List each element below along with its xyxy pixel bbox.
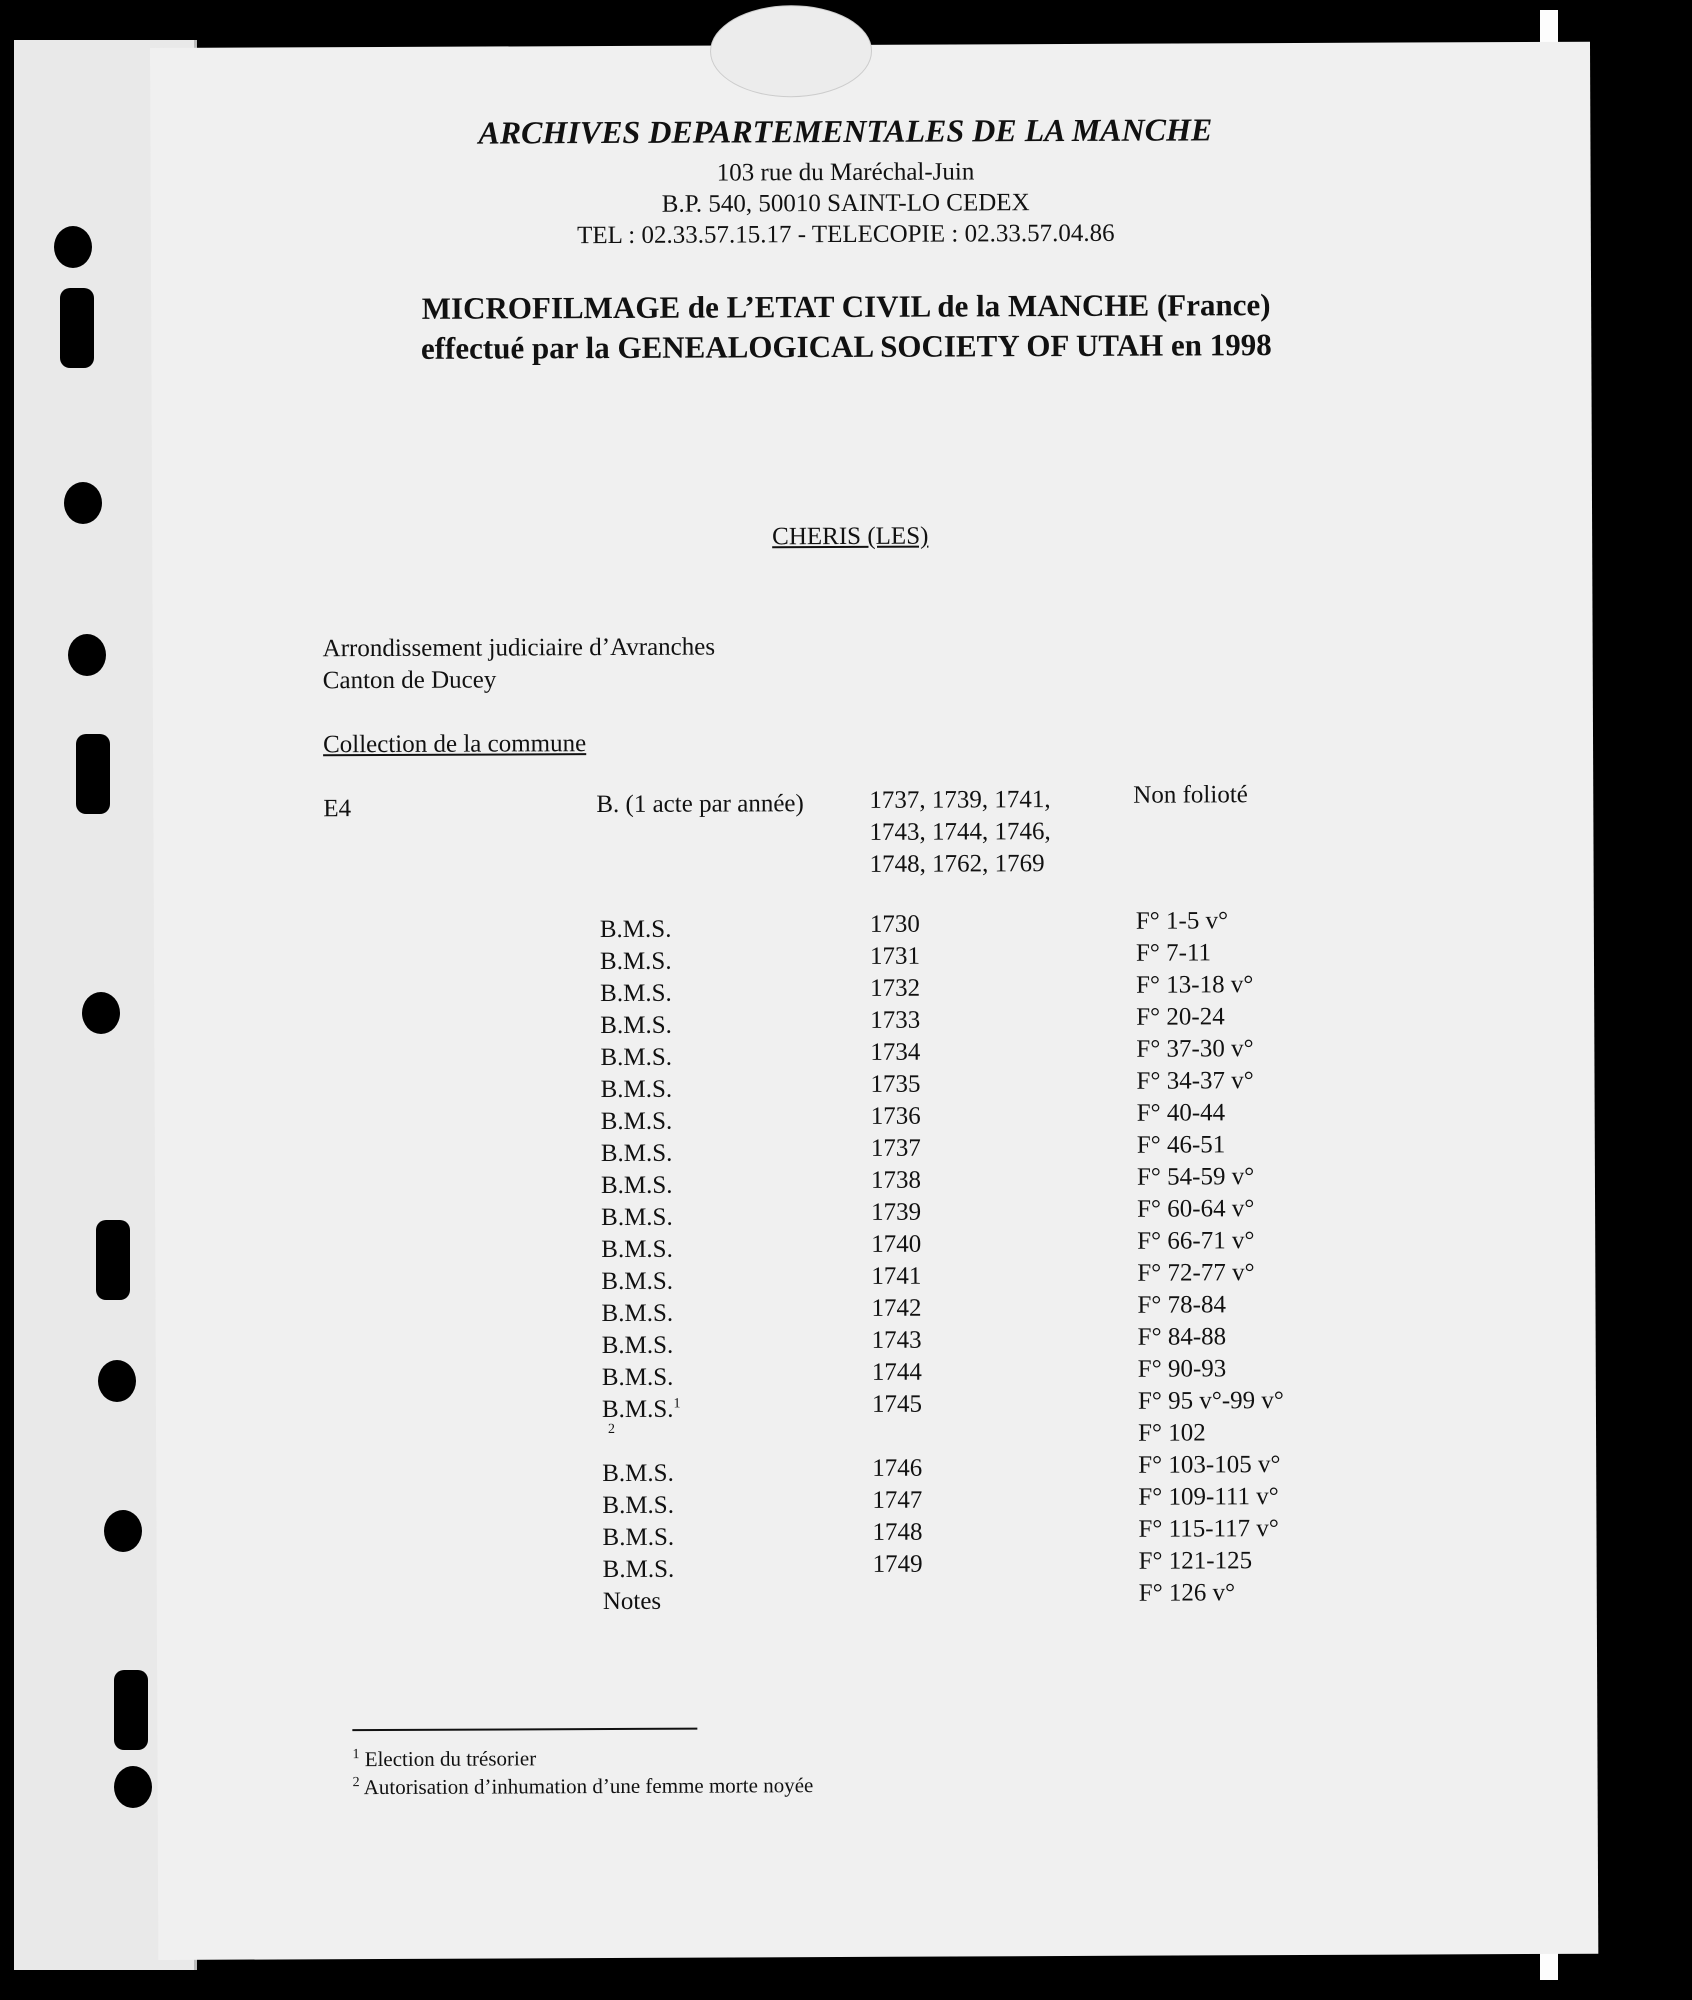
row-year: 1734	[870, 1038, 921, 1066]
punch-hole	[68, 634, 106, 676]
row-type: B.M.S.	[601, 1331, 674, 1360]
row-type: B.M.S.	[602, 1491, 674, 1520]
punch-slot	[60, 288, 94, 368]
punch-hole	[64, 482, 102, 524]
row-folio: F° 13-18 v°	[1136, 971, 1254, 999]
row-year: 1736	[870, 1102, 921, 1130]
row-folio: F° 78-84	[1137, 1291, 1227, 1319]
address-line-1: 103 rue du Maréchal-Juin	[716, 158, 975, 187]
archive-title: ARCHIVES DEPARTEMENTALES DE LA MANCHE	[478, 111, 1213, 151]
footnote-mark: 2	[352, 1775, 360, 1791]
row-year: 1741	[871, 1262, 922, 1290]
row-type: B.M.S.	[601, 1363, 674, 1392]
canton: Canton de Ducey	[322, 666, 497, 695]
row-type: B.M.S.	[600, 1043, 673, 1072]
row-folio: F° 66-71 v°	[1137, 1227, 1255, 1255]
row-folio: F° 40-44	[1136, 1099, 1226, 1127]
footnote-text: Election du trésorier	[364, 1746, 537, 1772]
punch-hole	[114, 1766, 152, 1808]
row-folio: F° 102	[1137, 1419, 1206, 1447]
heading-line-1: MICROFILMAGE de L’ETAT CIVIL de la MANCHE (France)	[421, 287, 1271, 326]
punch-slot	[114, 1670, 148, 1750]
footnote-1	[352, 1746, 536, 1772]
row-type: B.M.S.	[602, 1459, 674, 1488]
row-folio: F° 126 v°	[1138, 1579, 1236, 1607]
row-type: B.M.S.	[600, 1011, 672, 1040]
footnote-ref: 2	[607, 1421, 616, 1438]
row-year: 1732	[870, 974, 921, 1002]
row-type: B.M.S.	[600, 1139, 673, 1168]
contact-line: TEL : 02.33.57.15.17 - TELECOPIE : 02.33.57.04.86	[577, 219, 1115, 250]
row-type: B.M.S.	[601, 1267, 674, 1296]
row-type: B.M.S.	[600, 1171, 673, 1200]
arrondissement: Arrondissement judiciaire d’Avranches	[322, 633, 716, 663]
row-year: 1749	[872, 1550, 923, 1578]
row-folio: F° 46-51	[1136, 1131, 1226, 1159]
row-type-text: B.M.S.	[601, 1395, 674, 1424]
footnote-mark: 1	[352, 1747, 360, 1763]
punch-slot	[76, 734, 110, 814]
row-folio: F° 54-59 v°	[1136, 1163, 1255, 1191]
row-year: 1743	[871, 1326, 922, 1354]
entry-years-3: 1748, 1762, 1769	[869, 850, 1045, 878]
sleeve-notch	[710, 5, 872, 98]
row-folio: F° 72-77 v°	[1137, 1259, 1255, 1287]
row-folio: F° 90-93	[1137, 1355, 1227, 1383]
row-type: B.M.S.	[600, 979, 672, 1008]
footnote-text: Autorisation d’inhumation d’une femme morte noyée	[363, 1773, 814, 1800]
row-year: 1730	[869, 910, 920, 938]
row-folio: F° 20-24	[1136, 1003, 1225, 1031]
entry-code: E4	[323, 795, 352, 823]
row-year: 1744	[871, 1358, 922, 1386]
row-year: 1735	[870, 1070, 921, 1098]
document-page	[150, 42, 1598, 1960]
row-year: 1742	[871, 1294, 922, 1322]
entry-years-1: 1737, 1739, 1741,	[869, 786, 1051, 814]
row-folio: F° 7-11	[1135, 939, 1212, 967]
row-year: 1733	[870, 1006, 921, 1034]
row-folio: F° 121-125	[1138, 1547, 1253, 1575]
entry-years-2: 1743, 1744, 1746,	[869, 818, 1051, 846]
row-folio: F° 115-117 v°	[1138, 1515, 1279, 1543]
row-year: 1739	[871, 1198, 922, 1226]
punch-hole	[98, 1360, 136, 1402]
row-type: B.M.S.	[602, 1555, 675, 1584]
punch-hole	[82, 992, 120, 1034]
row-folio: F° 95 v°-99 v°	[1137, 1387, 1284, 1415]
row-year: 1746	[872, 1454, 923, 1482]
punch-hole	[54, 226, 92, 268]
row-year: 1748	[872, 1518, 923, 1546]
row-type: B.M.S.	[601, 1235, 673, 1264]
address-line-2: B.P. 540, 50010 SAINT-LO CEDEX	[661, 189, 1030, 218]
footnote-ref: 1	[673, 1396, 681, 1412]
row-type: B.M.S.	[600, 1075, 673, 1104]
row-folio: F° 103-105 v°	[1138, 1451, 1281, 1479]
row-year: 1740	[871, 1230, 922, 1258]
row-folio: F° 84-88	[1137, 1323, 1227, 1351]
row-year: 1738	[870, 1166, 922, 1194]
heading-line-2: effectué par la GENEALOGICAL SOCIETY OF UTAH en 1998	[420, 327, 1272, 366]
row-folio: F° 60-64 v°	[1137, 1195, 1255, 1223]
row-year: 1745	[871, 1390, 922, 1418]
commune-name: CHERIS (LES)	[772, 522, 929, 551]
row-year: 1737	[870, 1134, 921, 1162]
row-type: Notes	[602, 1587, 662, 1616]
entry-type: B. (1 acte par année)	[596, 790, 804, 819]
row-folio: F° 1-5 v°	[1135, 907, 1229, 935]
row-folio: F° 109-111 v°	[1138, 1483, 1279, 1511]
punch-slot	[96, 1220, 130, 1300]
row-type: B.M.S.	[599, 915, 672, 944]
row-folio: F° 34-37 v°	[1136, 1067, 1254, 1095]
row-type: B.M.S.	[599, 947, 672, 976]
entry-folio: Non folioté	[1133, 781, 1248, 809]
row-folio: F° 37-30 v°	[1136, 1035, 1254, 1063]
row-type: B.M.S.	[602, 1523, 675, 1552]
row-year: 1747	[872, 1486, 923, 1514]
footnote-rule	[352, 1728, 697, 1732]
collection-label: Collection de la commune	[322, 730, 587, 759]
row-type	[602, 1396, 681, 1424]
row-year: 1731	[869, 942, 921, 970]
row-type: B.M.S.	[601, 1203, 673, 1232]
punch-hole	[104, 1510, 142, 1552]
footnote-2	[353, 1773, 814, 1800]
row-type: B.M.S.	[601, 1299, 674, 1328]
row-type: B.M.S.	[600, 1107, 673, 1136]
